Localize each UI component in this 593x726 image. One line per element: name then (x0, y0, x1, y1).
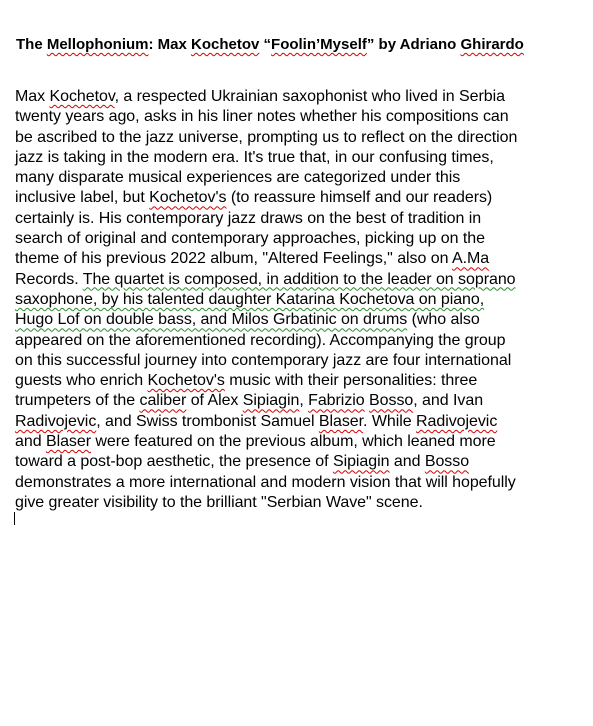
paragraph-line (15, 493, 587, 513)
paragraph-line (15, 432, 587, 452)
line-text: toward a post-bop aesthetic, the presence of (15, 453, 333, 471)
paragraph-line (15, 188, 587, 208)
paragraph-line (15, 87, 587, 107)
grammar-flagged-text[interactable]: The quartet is composed, in addition to the leader on soprano (82, 270, 516, 288)
misspelled-word[interactable]: Sipiagin (242, 392, 300, 410)
paragraph-line (15, 331, 587, 351)
line-text: Records. (15, 270, 83, 288)
line-text: of Alex (186, 392, 243, 410)
line-text: jazz is taking in the modern era. It's true that, in our confusing times, (15, 148, 494, 166)
document-title (16, 35, 586, 55)
line-text: (who also (407, 311, 480, 329)
paragraph-line (15, 270, 587, 290)
line-text: and (389, 453, 425, 471)
paragraph-line (15, 391, 587, 411)
line-text: be ascribed to the jazz universe, prompting us to reflect on the direction (15, 128, 518, 146)
misspelled-word[interactable]: A.Ma (451, 250, 490, 268)
misspelled-word[interactable]: Radivojevic (416, 412, 498, 430)
paragraph-line (15, 229, 587, 249)
paragraph-line (15, 290, 587, 310)
line-text: , (299, 392, 309, 410)
misspelled-word[interactable]: Blaser (45, 433, 92, 451)
title-misspelled-word[interactable]: Foolin’Myself (271, 36, 367, 53)
grammar-flagged-text[interactable]: Hugo Lof on double bass, and Milos Grbatinic on drums (15, 311, 408, 329)
paragraph-line (15, 412, 587, 432)
line-text: demonstrates a more international and modern vision that will hopefully (15, 473, 516, 491)
misspelled-word[interactable]: Fabrizio (308, 392, 365, 410)
line-text: , and Ivan (413, 392, 484, 410)
line-text: (to reassure himself and our readers) (226, 189, 493, 207)
line-text: inclusive label, but (15, 189, 150, 207)
paragraph-line (15, 148, 587, 168)
title-text: ” by Adriano (366, 36, 461, 53)
text-cursor (14, 512, 15, 525)
title-misspelled-word[interactable]: Mellophonium (46, 36, 149, 53)
misspelled-word[interactable]: Kochetov's (149, 189, 227, 207)
title-misspelled-word[interactable]: Kochetov (191, 36, 260, 53)
paragraph-line (15, 351, 587, 371)
paragraph-line (15, 310, 587, 330)
line-text: on this successful journey into contemporary jazz are four international (15, 351, 512, 369)
line-text: appeared on the aforementioned recording). Accompanying the group (15, 331, 506, 349)
misspelled-word[interactable]: Radivojevic (15, 412, 97, 430)
line-text: . While (363, 412, 416, 430)
line-text: theme of his previous 2022 album, "Altered Feelings," also on (15, 250, 452, 268)
paragraph-line (15, 107, 587, 127)
title-text: The (16, 36, 47, 53)
misspelled-word[interactable]: Kochetov's (147, 372, 225, 390)
line-text: twenty years ago, asks in his liner notes whether his compositions can (15, 108, 509, 126)
line-text: many disparate musical experiences are categorized under this (15, 169, 461, 187)
paragraph-line (15, 249, 587, 269)
misspelled-word[interactable]: Bosso (369, 392, 414, 410)
line-text: guests who enrich (15, 372, 148, 390)
line-text: Max (15, 88, 50, 105)
misspelled-word[interactable]: Kochetov (49, 88, 115, 105)
title-misspelled-word[interactable]: Ghirardo (460, 36, 524, 53)
line-text: search of original and contemporary approaches, picking up on the (15, 230, 485, 248)
line-text: were featured on the previous album, which leaned more (91, 433, 496, 451)
line-text: , and Swiss trombonist Samuel (96, 412, 319, 430)
paragraph-line (15, 452, 587, 472)
paragraph-line (15, 473, 587, 493)
title-text: : Max (148, 36, 192, 53)
line-text: , a respected Ukrainian saxophonist who lived in Serbia (114, 88, 505, 105)
misspelled-word[interactable]: Bosso (424, 453, 470, 471)
paragraph-line (15, 209, 587, 229)
line-text: and (15, 433, 46, 451)
title-text: “ (259, 36, 272, 53)
misspelled-word[interactable]: Sipiagin (332, 453, 390, 471)
misspelled-word[interactable]: caliber (139, 392, 187, 410)
line-text: give greater visibility to the brilliant "Serbian Wave" scene. (15, 493, 423, 511)
line-text: certainly is. His contemporary jazz draws on the best of tradition in (15, 209, 482, 227)
line-text: music with their personalities: three (224, 372, 478, 390)
article-paragraph[interactable] (15, 87, 587, 513)
paragraph-line (15, 128, 587, 148)
grammar-flagged-text[interactable]: saxophone, by his talented daughter Katarina Kochetova on piano, (15, 290, 485, 308)
misspelled-word[interactable]: Blaser (318, 412, 364, 430)
line-text: trumpeters of the (15, 392, 140, 410)
paragraph-line (15, 371, 587, 391)
paragraph-line (15, 168, 587, 188)
